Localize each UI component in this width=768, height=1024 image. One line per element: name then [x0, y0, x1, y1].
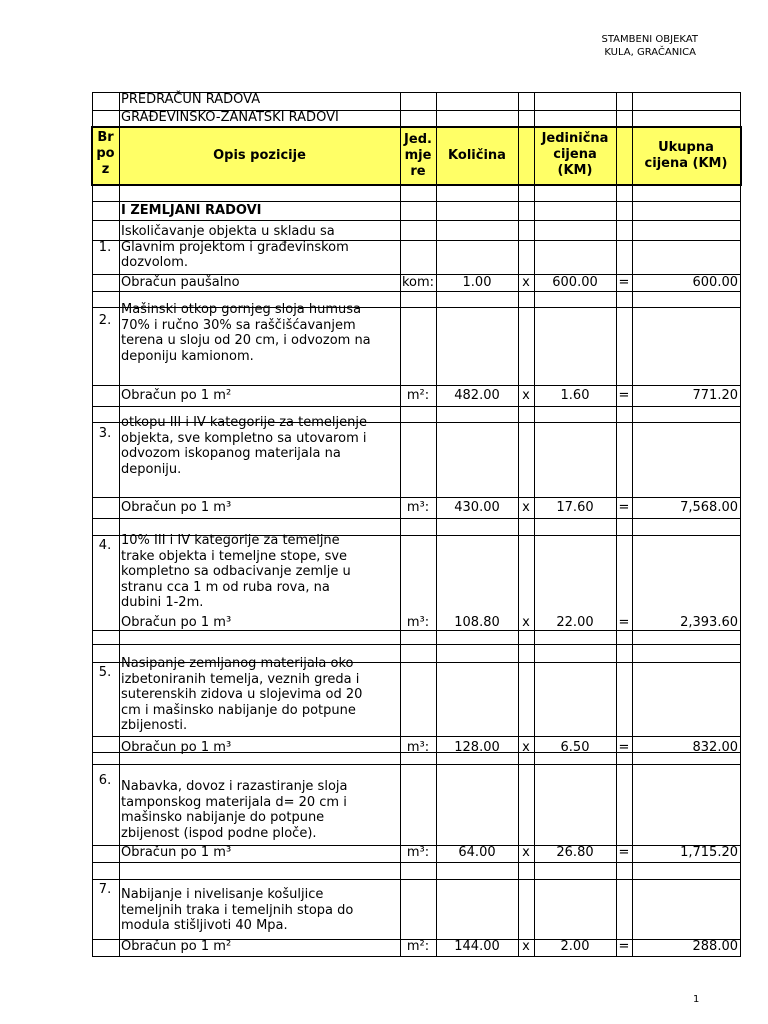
description-line: zbijenost (ispod podne ploče).	[121, 825, 317, 841]
column-border	[119, 92, 120, 956]
description-line: modula stišljivoti 40 Mpa.	[121, 918, 288, 933]
quantity-value: 128.00	[454, 740, 500, 755]
quantity-value: 64.00	[458, 845, 496, 860]
multiply-sign: x	[522, 388, 530, 403]
description-line: Nabijanje i nivelisanje košuljice	[121, 887, 324, 902]
quantity-value: 108.80	[454, 615, 500, 630]
row-border	[92, 879, 741, 880]
total-price-value: 1,715.20	[680, 845, 738, 860]
description-line: otkopu III i IV kategorije za temeljenje	[121, 415, 367, 430]
col-header-jedinicna-cijena: Jedinična	[541, 131, 609, 146]
equals-sign: =	[618, 845, 630, 860]
column-border	[534, 92, 535, 956]
header-location: KULA, GRAČANICA	[604, 47, 696, 58]
calculation-label: Obračun po 1 m²	[121, 939, 232, 954]
total-price-value: 600.00	[692, 275, 738, 290]
description-line: stranu cca 1 m od ruba rova, na	[121, 579, 330, 595]
description-line: tamponskog materijala d= 20 cm i	[121, 794, 347, 810]
calculation-label: Obračun po 1 m³	[121, 500, 232, 515]
row-border	[92, 518, 741, 519]
calculation-label: Obračun po 1 m³	[121, 615, 232, 630]
col-header-jed: re	[410, 164, 426, 179]
unit-of-measure: m³:	[406, 845, 430, 860]
description-line: temeljnih traka i temeljnih stopa do	[121, 902, 354, 918]
description-line: 70% i ručno 30% sa raščišćavanjem	[121, 317, 356, 333]
description-line: Glavnim projektom i građevinskom	[121, 239, 349, 255]
column-border	[436, 92, 437, 956]
col-header-jed: mje	[404, 148, 432, 163]
unit-price-value: 600.00	[552, 275, 598, 290]
equals-sign: =	[618, 939, 630, 954]
column-border	[616, 92, 617, 956]
multiply-sign: x	[522, 275, 530, 290]
row-border	[92, 220, 741, 221]
quantity-value: 1.00	[462, 275, 492, 290]
item-description	[121, 302, 395, 364]
description-line: objekta, sve kompletno sa utovarom i	[121, 430, 367, 446]
col-header-jedinicna-cijena: (KM)	[557, 163, 593, 178]
description-line: Mašinski otkop gornjeg sloja humusa	[121, 302, 362, 317]
multiply-sign: x	[522, 615, 530, 630]
description-line: Nasipanje zemljanog materijala oko	[121, 656, 354, 671]
row-border	[92, 497, 741, 498]
unit-price-value: 2.00	[560, 939, 590, 954]
quantity-value: 482.00	[454, 388, 500, 403]
col-header-rbr: z	[101, 162, 110, 177]
item-number: 5.	[98, 665, 112, 680]
quantity-value: 144.00	[454, 939, 500, 954]
col-header-rbr: Br	[97, 130, 114, 145]
column-border	[740, 92, 741, 956]
calculation-label: Obračun po 1 m³	[121, 845, 232, 860]
row-border	[92, 630, 741, 631]
unit-price-value: 1.60	[560, 388, 590, 403]
row-border	[92, 736, 741, 737]
equals-sign: =	[618, 615, 630, 630]
col-header-ukupna-cijena: cijena (KM)	[644, 156, 728, 171]
title-gradjevinski: GRAĐEVINSKO-ZANATSKI RADOVI	[121, 110, 339, 125]
description-line: kompletno sa odbacivanje zemlje u	[121, 564, 351, 579]
title-predracun: PREDRAČUN RADOVA	[121, 92, 261, 107]
equals-sign: =	[618, 388, 630, 403]
unit-of-measure: m³:	[406, 615, 430, 630]
unit-of-measure: kom:	[401, 275, 435, 290]
multiply-sign: x	[522, 939, 530, 954]
header-object: STAMBENI OBJEKAT	[601, 34, 698, 45]
item-number: 7.	[98, 882, 112, 897]
item-number: 6.	[98, 773, 112, 788]
item-number: 3.	[98, 426, 112, 441]
description-line: suterenskih zidova u slojevima od 20	[121, 687, 363, 702]
description-line: dubini 1-2m.	[121, 595, 204, 610]
quantity-value: 430.00	[454, 500, 500, 515]
col-header-rbr: po	[96, 146, 115, 161]
equals-sign: =	[618, 275, 630, 290]
equals-sign: =	[618, 500, 630, 515]
col-header-opis: Opis pozicije	[213, 148, 306, 163]
calculation-label: Obračun po 1 m²	[121, 388, 232, 403]
item-description	[121, 779, 395, 841]
section-title: I ZEMLJANI RADOVI	[121, 203, 262, 218]
total-price-value: 7,568.00	[680, 500, 738, 515]
calculation-label: Obračun paušalno	[121, 275, 240, 290]
unit-price-value: 22.00	[556, 615, 594, 630]
unit-price-value: 17.60	[556, 500, 594, 515]
description-line: Nabavka, dovoz i razastiranje sloja	[121, 779, 348, 794]
column-border	[92, 92, 93, 956]
row-border	[92, 764, 741, 765]
col-header-jed: Jed.	[404, 132, 432, 147]
unit-of-measure: m²:	[406, 939, 430, 954]
total-price-value: 771.20	[692, 388, 738, 403]
col-header-kolicina: Količina	[448, 148, 506, 163]
item-number: 1.	[98, 240, 112, 255]
header-border-bottom	[91, 184, 742, 186]
total-price-value: 288.00	[692, 939, 738, 954]
item-number: 4.	[98, 538, 112, 553]
description-line: deponiju kamionom.	[121, 348, 254, 364]
total-price-value: 832.00	[692, 740, 738, 755]
column-border	[400, 92, 401, 956]
unit-of-measure: m³:	[406, 500, 430, 515]
description-line: trake objekta i temeljne stope, sve	[121, 548, 348, 564]
multiply-sign: x	[522, 500, 530, 515]
multiply-sign: x	[522, 845, 530, 860]
total-price-value: 2,393.60	[680, 615, 738, 630]
multiply-sign: x	[522, 740, 530, 755]
description-line: zbijenosti.	[121, 718, 188, 733]
row-border	[92, 406, 741, 407]
description-line: 10% III i IV kategorije za temeljne	[121, 533, 340, 548]
description-line: izbetoniranih temelja, veznih greda i	[121, 671, 360, 687]
page-number: 1	[693, 994, 700, 1005]
calculation-label: Obračun po 1 m³	[121, 740, 232, 755]
unit-of-measure: m³:	[406, 740, 430, 755]
column-border	[518, 92, 519, 956]
item-description	[121, 887, 395, 934]
row-border	[92, 862, 741, 863]
description-line: deponiju.	[121, 461, 182, 477]
column-border	[632, 92, 633, 956]
header-border-top	[91, 126, 742, 128]
row-border	[92, 291, 741, 292]
item-description	[121, 656, 395, 734]
row-border	[92, 956, 741, 957]
item-number: 2.	[98, 313, 112, 328]
description-line: odvozom iskopanog materijala na	[121, 446, 341, 461]
item-description	[121, 415, 395, 477]
description-line: Iskoličavanje objekta u skladu sa	[121, 224, 335, 239]
col-header-ukupna-cijena: Ukupna	[658, 140, 714, 155]
row-border	[92, 644, 741, 645]
description-line: dozvolom.	[121, 255, 189, 270]
item-description	[121, 224, 395, 271]
item-description	[121, 533, 395, 611]
description-line: mašinsko nabijanje do potpune	[121, 810, 325, 825]
description-line: cm i mašinsko nabijanje do potpune	[121, 702, 356, 718]
row-border	[92, 385, 741, 386]
unit-price-value: 26.80	[556, 845, 594, 860]
description-line: terena u sloju od 20 cm, i odvozom na	[121, 333, 371, 348]
row-border	[92, 201, 741, 202]
equals-sign: =	[618, 740, 630, 755]
unit-price-value: 6.50	[560, 740, 590, 755]
unit-of-measure: m²:	[406, 388, 430, 403]
col-header-jedinicna-cijena: cijena	[553, 147, 597, 162]
